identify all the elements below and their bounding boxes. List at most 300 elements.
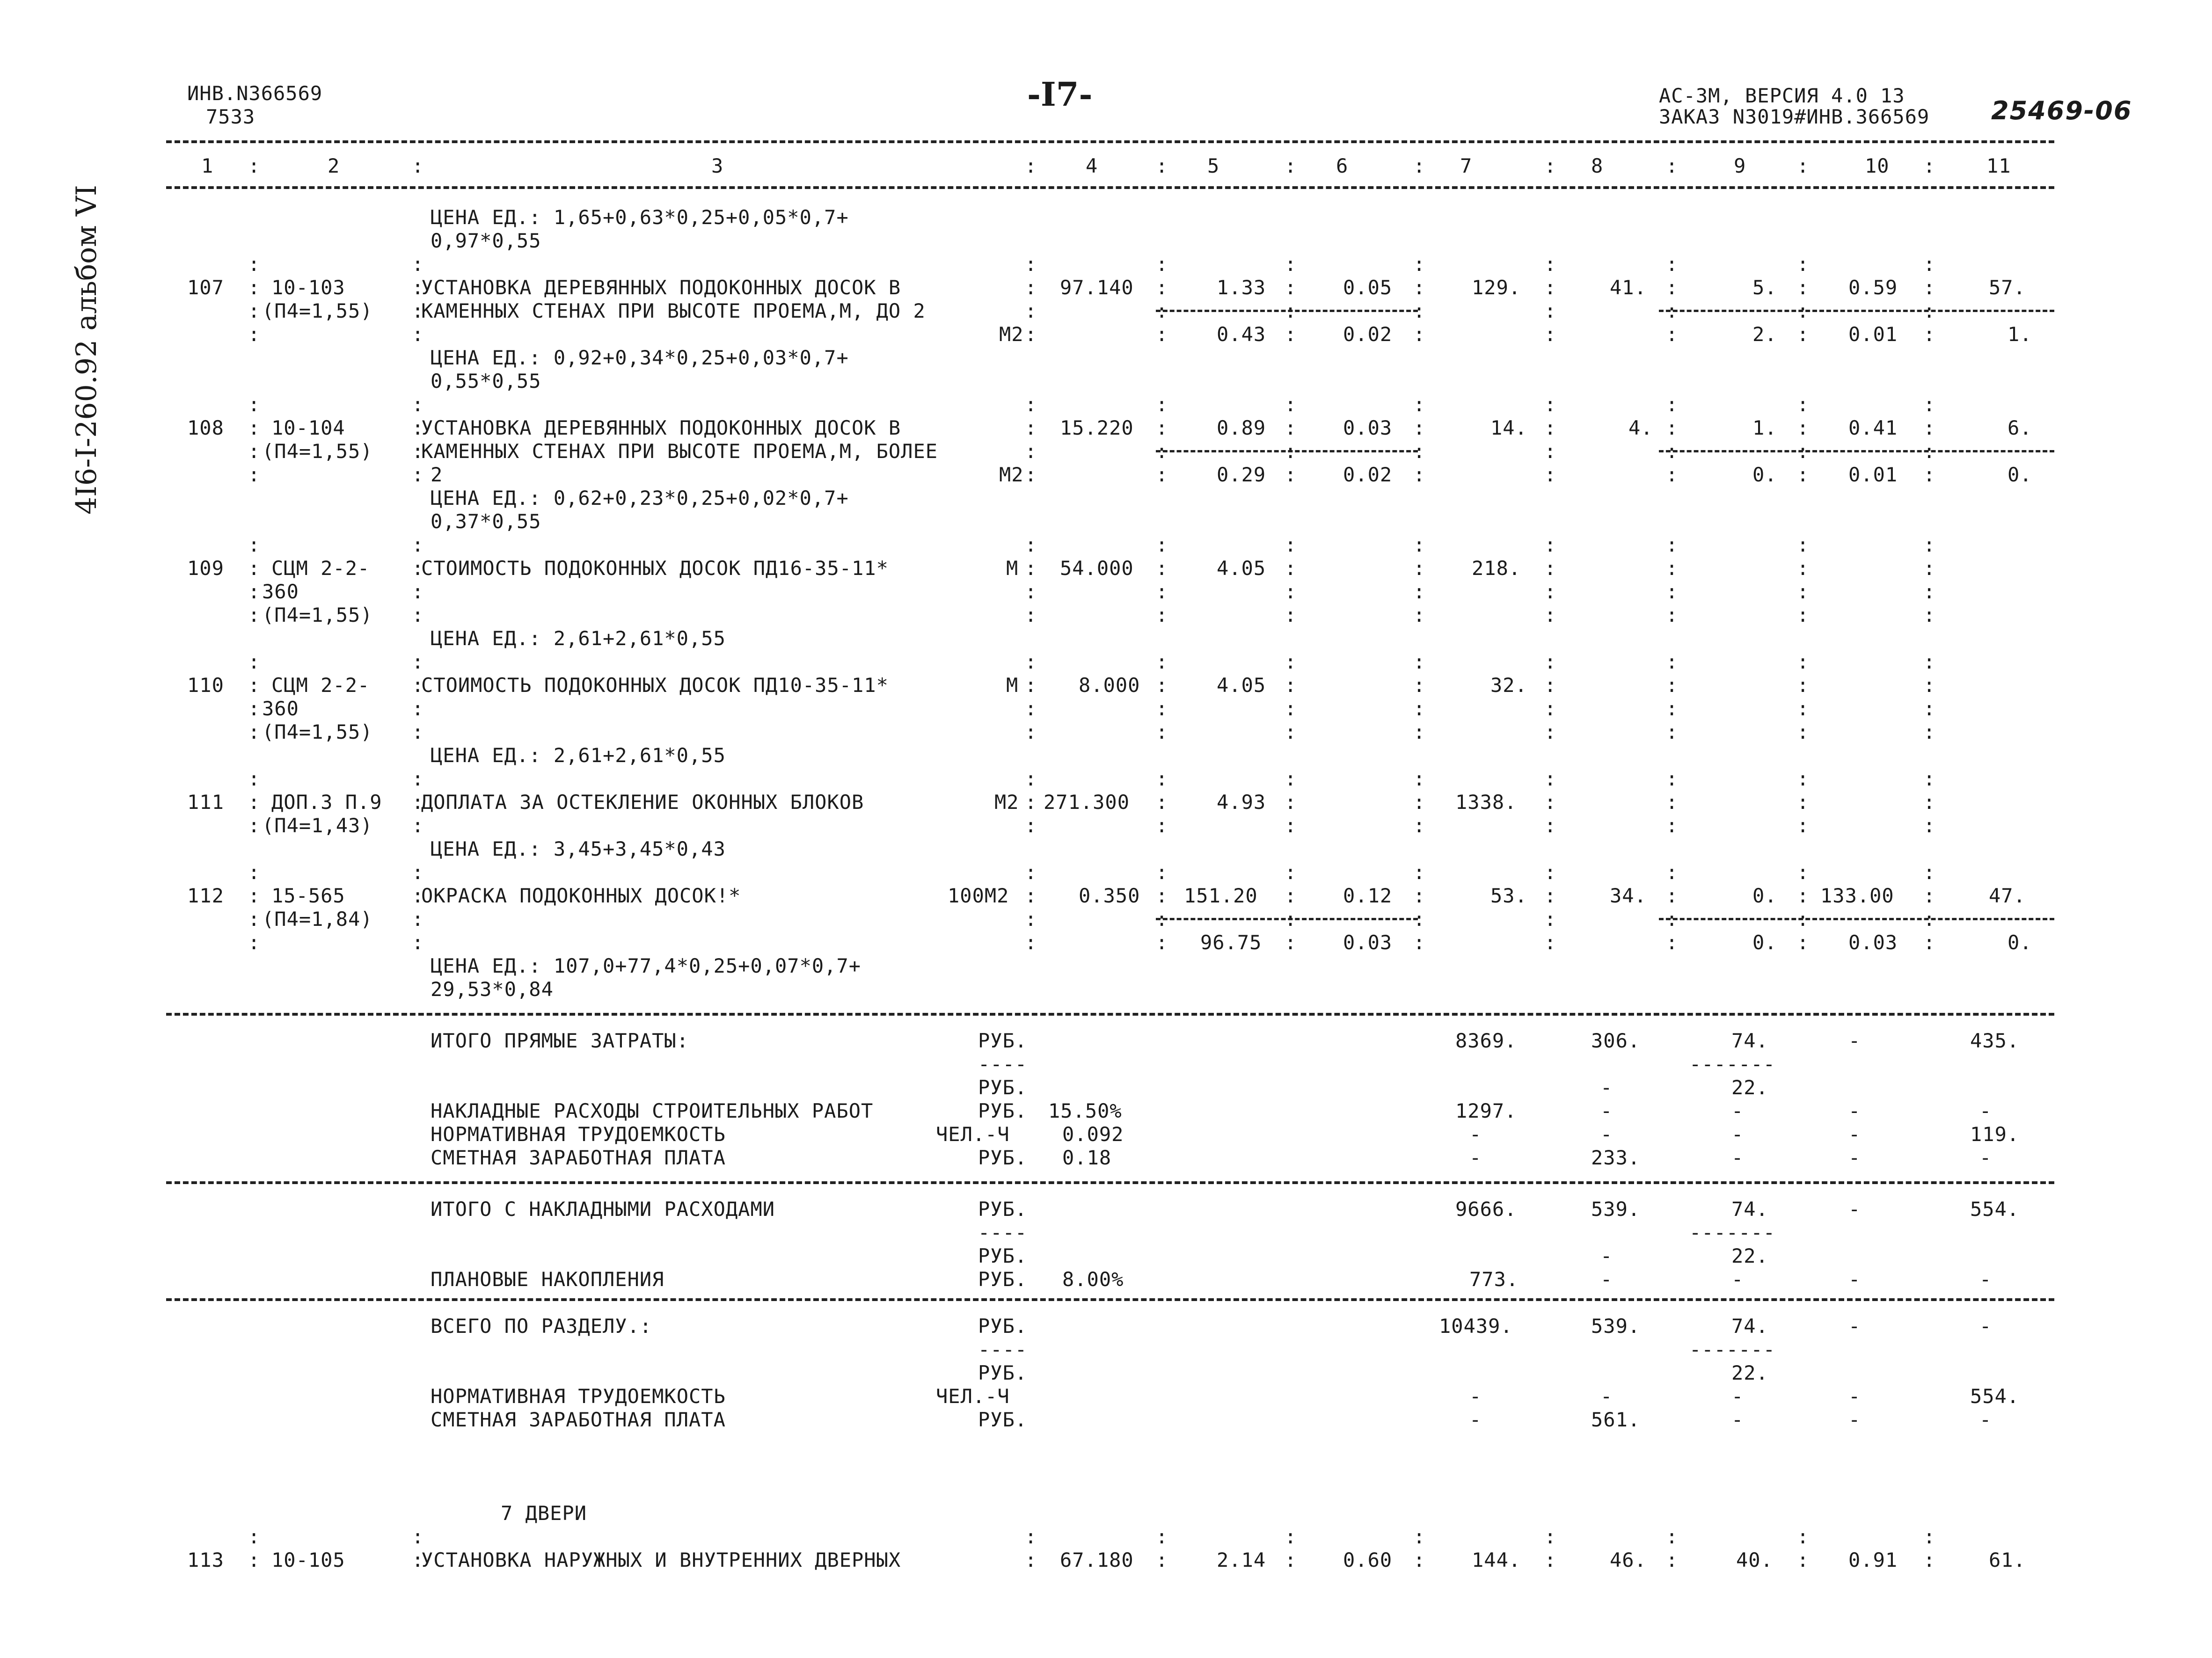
column-separator: :	[1285, 861, 1297, 884]
table-cell: -	[1848, 1268, 1861, 1291]
table-cell: 67.180	[1060, 1549, 1134, 1571]
column-header: 3	[711, 154, 724, 177]
column-separator: :	[1923, 604, 1936, 626]
table-cell: 0,55*0,55	[431, 370, 541, 393]
column-separator: :	[1285, 931, 1297, 954]
column-separator: :	[1797, 580, 1810, 603]
column-separator: :	[1797, 604, 1810, 626]
column-separator: :	[1285, 604, 1297, 626]
column-separator: :	[412, 580, 424, 603]
column-separator: :	[1156, 931, 1168, 954]
table-cell: -	[1600, 1123, 1613, 1146]
table-cell: 561.	[1591, 1408, 1641, 1431]
column-separator: :	[1666, 276, 1679, 299]
column-separator: :	[412, 814, 424, 837]
table-cell: 6.	[2008, 416, 2032, 439]
column-separator: :	[1025, 276, 1037, 299]
table-cell: 15.50%	[1048, 1099, 1122, 1122]
column-separator: :	[1544, 416, 1557, 439]
column-separator: :	[1285, 154, 1297, 177]
column-separator: :	[1797, 650, 1810, 673]
column-separator: :	[1666, 299, 1679, 322]
table-cell: 57.	[1989, 276, 2026, 299]
column-header: 7	[1460, 154, 1473, 177]
column-separator: :	[1797, 416, 1810, 439]
column-separator: :	[1544, 908, 1557, 931]
column-separator: :	[1413, 154, 1426, 177]
column-separator: :	[248, 674, 261, 697]
column-separator: :	[248, 299, 261, 322]
column-separator: :	[1285, 533, 1297, 556]
table-cell: -------	[1689, 1338, 1776, 1361]
column-separator: :	[1544, 299, 1557, 322]
table-cell: РУБ.	[978, 1361, 1028, 1384]
column-separator: :	[412, 720, 424, 743]
column-separator: :	[412, 323, 424, 346]
column-separator: :	[412, 463, 424, 486]
column-separator: :	[1025, 861, 1037, 884]
table-cell: (П4=1,84)	[262, 908, 373, 931]
column-separator: :	[1923, 697, 1936, 720]
column-separator: :	[1666, 416, 1679, 439]
table-cell: -	[1731, 1385, 1744, 1408]
column-separator: :	[1025, 533, 1037, 556]
table-cell: 46.	[1610, 1549, 1647, 1571]
column-separator: :	[1797, 393, 1810, 416]
table-cell: -	[1848, 1123, 1861, 1146]
column-separator: :	[1285, 580, 1297, 603]
column-separator: :	[1797, 1549, 1810, 1571]
column-header: 9	[1734, 154, 1746, 177]
table-cell: -	[1731, 1146, 1744, 1169]
column-separator: :	[1285, 463, 1297, 486]
column-separator: :	[1025, 323, 1037, 346]
column-separator: :	[1797, 884, 1810, 907]
table-cell: 1297.	[1455, 1099, 1517, 1122]
column-separator: :	[248, 791, 261, 814]
column-separator: :	[1544, 393, 1557, 416]
table-cell: 133.00	[1820, 884, 1894, 907]
table-cell: 0.	[1752, 884, 1777, 907]
column-separator: :	[1666, 323, 1679, 346]
column-separator: :	[248, 440, 261, 463]
table-cell: 0.29	[1217, 463, 1266, 486]
order-number: ЗАКАЗ N3019#ИНВ.366569	[1659, 105, 1930, 128]
column-separator: :	[412, 908, 424, 931]
column-separator: :	[1156, 650, 1168, 673]
column-separator: :	[1413, 323, 1426, 346]
column-separator: :	[1666, 253, 1679, 276]
table-cell: 10-103	[271, 276, 345, 299]
column-separator: :	[1025, 1525, 1037, 1548]
table-cell: 271.300	[1044, 791, 1130, 814]
table-cell: -	[1979, 1315, 1992, 1338]
column-separator: :	[1797, 791, 1810, 814]
column-separator: :	[1156, 276, 1168, 299]
column-separator: :	[1285, 650, 1297, 673]
column-separator: :	[1666, 814, 1679, 837]
column-separator: :	[248, 908, 261, 931]
column-separator: :	[1666, 533, 1679, 556]
column-separator: :	[1156, 463, 1168, 486]
table-cell: 40.	[1736, 1549, 1773, 1571]
table-cell: 4.05	[1217, 557, 1266, 580]
table-cell: 8369.	[1455, 1029, 1517, 1052]
header-rule-bottom	[166, 186, 2054, 189]
column-separator: :	[1923, 154, 1936, 177]
column-separator: :	[1413, 720, 1426, 743]
column-header: 5	[1207, 154, 1220, 177]
column-separator: :	[1666, 884, 1679, 907]
column-separator: :	[1666, 604, 1679, 626]
column-separator: :	[1413, 767, 1426, 790]
column-separator: :	[1544, 154, 1557, 177]
table-cell: 435.	[1970, 1029, 2020, 1052]
column-separator: :	[1544, 440, 1557, 463]
column-separator: :	[1923, 931, 1936, 954]
column-separator: :	[412, 767, 424, 790]
table-cell: 0.01	[1848, 463, 1898, 486]
table-cell: 100М2	[948, 884, 1009, 907]
table-cell: РУБ.	[978, 1268, 1028, 1291]
column-separator: :	[1156, 884, 1168, 907]
table-cell: -	[1848, 1029, 1861, 1052]
column-separator: :	[1544, 463, 1557, 486]
column-separator: :	[1544, 861, 1557, 884]
column-separator: :	[1923, 791, 1936, 814]
column-separator: :	[412, 1549, 424, 1571]
column-separator: :	[1923, 276, 1936, 299]
column-separator: :	[1666, 767, 1679, 790]
column-header: 10	[1865, 154, 1890, 177]
column-separator: :	[1544, 767, 1557, 790]
table-cell: -	[1600, 1385, 1613, 1408]
column-separator: :	[1666, 908, 1679, 931]
column-header: 2	[328, 154, 340, 177]
column-separator: :	[1544, 276, 1557, 299]
table-cell: 10439.	[1439, 1315, 1513, 1338]
table-cell: 218.	[1472, 557, 1521, 580]
table-cell: 107	[187, 276, 224, 299]
table-cell: 14.	[1490, 416, 1527, 439]
column-separator: :	[412, 1525, 424, 1548]
column-separator: :	[248, 463, 261, 486]
column-separator: :	[248, 580, 261, 603]
column-separator: :	[1544, 674, 1557, 697]
column-separator: :	[1156, 154, 1168, 177]
column-separator: :	[1413, 884, 1426, 907]
table-cell: 0.43	[1217, 323, 1266, 346]
table-cell: 41.	[1610, 276, 1647, 299]
table-cell: 4.05	[1217, 674, 1266, 697]
column-separator: :	[248, 650, 261, 673]
column-separator: :	[412, 557, 424, 580]
table-cell: ЧЕЛ.-Ч	[936, 1385, 1010, 1408]
section-rule	[166, 1181, 2054, 1184]
table-cell: -	[1848, 1408, 1861, 1431]
column-separator: :	[248, 931, 261, 954]
column-separator: :	[1923, 393, 1936, 416]
table-cell: 539.	[1591, 1198, 1641, 1221]
table-cell: ЦЕНА ЕД.: 1,65+0,63*0,25+0,05*0,7+	[431, 206, 849, 229]
table-cell: СТОИМОСТЬ ПОДОКОННЫХ ДОСОК ПД16-35-11*	[421, 557, 889, 580]
column-separator: :	[1413, 299, 1426, 322]
table-cell: -	[1979, 1099, 1992, 1122]
column-separator: :	[1285, 791, 1297, 814]
table-cell: 8.00%	[1062, 1268, 1124, 1291]
column-separator: :	[1923, 416, 1936, 439]
table-cell: -	[1731, 1099, 1744, 1122]
column-separator: :	[1413, 463, 1426, 486]
table-cell: 113	[187, 1549, 224, 1571]
column-separator: :	[1413, 416, 1426, 439]
table-cell: УСТАНОВКА ДЕРЕВЯННЫХ ПОДОКОННЫХ ДОСОК В	[421, 416, 901, 439]
table-cell: 22.	[1731, 1076, 1768, 1099]
table-cell: 0.092	[1062, 1123, 1124, 1146]
column-separator: :	[1025, 931, 1037, 954]
table-cell: 0.	[1752, 931, 1777, 954]
table-cell: -	[1979, 1146, 1992, 1169]
column-separator: :	[1666, 463, 1679, 486]
column-separator: :	[1544, 533, 1557, 556]
column-separator: :	[1285, 814, 1297, 837]
table-cell: 108	[187, 416, 224, 439]
table-cell: ЦЕНА ЕД.: 0,62+0,23*0,25+0,02*0,7+	[431, 487, 849, 509]
table-cell: 10-104	[271, 416, 345, 439]
table-cell: (П4=1,55)	[262, 440, 373, 463]
table-cell: 8.000	[1079, 674, 1140, 697]
column-separator: :	[412, 440, 424, 463]
column-separator: :	[1544, 1549, 1557, 1571]
column-separator: :	[1025, 884, 1037, 907]
table-cell: ----	[978, 1221, 1028, 1244]
column-separator: :	[1797, 861, 1810, 884]
table-cell: 0.12	[1343, 884, 1393, 907]
table-cell: 554.	[1970, 1385, 2020, 1408]
column-separator: :	[1285, 674, 1297, 697]
column-separator: :	[1413, 674, 1426, 697]
column-separator: :	[1413, 791, 1426, 814]
column-separator: :	[1025, 440, 1037, 463]
column-separator: :	[1413, 908, 1426, 931]
table-cell: -	[1600, 1268, 1613, 1291]
column-separator: :	[1797, 557, 1810, 580]
column-separator: :	[1797, 463, 1810, 486]
column-separator: :	[1413, 861, 1426, 884]
column-separator: :	[412, 931, 424, 954]
table-cell: 1.33	[1217, 276, 1266, 299]
column-header: 4	[1086, 154, 1098, 177]
table-cell: -	[1731, 1268, 1744, 1291]
table-cell: 0.	[1752, 463, 1777, 486]
column-separator: :	[1544, 580, 1557, 603]
table-cell: -	[1469, 1146, 1482, 1169]
column-separator: :	[1285, 697, 1297, 720]
column-separator: :	[1797, 440, 1810, 463]
column-separator: :	[1156, 253, 1168, 276]
column-separator: :	[1666, 720, 1679, 743]
column-separator: :	[1923, 580, 1936, 603]
column-separator: :	[1797, 154, 1810, 177]
table-cell: ЦЕНА ЕД.: 3,45+3,45*0,43	[431, 837, 726, 860]
page-number: -I7-	[1027, 75, 1093, 114]
column-separator: :	[248, 814, 261, 837]
table-cell: 15.220	[1060, 416, 1134, 439]
table-cell: 111	[187, 791, 224, 814]
table-cell: 5.	[1752, 276, 1777, 299]
table-cell: СЦМ 2-2-	[271, 557, 370, 580]
column-separator: :	[1025, 650, 1037, 673]
table-cell: 22.	[1731, 1244, 1768, 1267]
section-rule	[166, 1013, 2054, 1016]
column-separator: :	[1156, 791, 1168, 814]
table-cell: ВСЕГО ПО РАЗДЕЛУ.:	[431, 1315, 652, 1338]
column-separator: :	[1156, 861, 1168, 884]
column-separator: :	[248, 1549, 261, 1571]
column-separator: :	[1156, 767, 1168, 790]
column-separator: :	[1544, 323, 1557, 346]
table-cell: 4.	[1628, 416, 1653, 439]
column-separator: :	[248, 393, 261, 416]
column-separator: :	[412, 393, 424, 416]
column-separator: :	[1923, 557, 1936, 580]
table-cell: 109	[187, 557, 224, 580]
column-separator: :	[1923, 650, 1936, 673]
table-cell: 97.140	[1060, 276, 1134, 299]
table-cell: 15-565	[271, 884, 345, 907]
column-separator: :	[1413, 276, 1426, 299]
column-separator: :	[248, 697, 261, 720]
table-cell: 233.	[1591, 1146, 1641, 1169]
column-separator: :	[1156, 323, 1168, 346]
column-separator: :	[1797, 697, 1810, 720]
table-cell: 151.20	[1184, 884, 1258, 907]
table-cell: ДОПЛАТА ЗА ОСТЕКЛЕНИЕ ОКОННЫХ БЛОКОВ	[421, 791, 864, 814]
table-cell: ИТОГО С НАКЛАДНЫМИ РАСХОДАМИ	[431, 1198, 775, 1221]
table-cell: 1.	[2008, 323, 2032, 346]
column-header: 1	[201, 154, 214, 177]
table-cell: 773.	[1469, 1268, 1519, 1291]
column-separator: :	[1025, 791, 1037, 814]
table-cell: ОКРАСКА ПОДОКОННЫХ ДОСОК!*	[421, 884, 741, 907]
column-separator: :	[248, 1525, 261, 1548]
column-separator: :	[248, 416, 261, 439]
column-separator: :	[1025, 557, 1037, 580]
table-cell: -	[1469, 1408, 1482, 1431]
column-separator: :	[1413, 650, 1426, 673]
table-cell: 129.	[1472, 276, 1521, 299]
column-separator: :	[1544, 720, 1557, 743]
table-cell: 2.	[1752, 323, 1777, 346]
column-separator: :	[412, 253, 424, 276]
column-separator: :	[1025, 253, 1037, 276]
column-separator: :	[1923, 299, 1936, 322]
table-cell: 539.	[1591, 1315, 1641, 1338]
column-separator: :	[1413, 580, 1426, 603]
column-separator: :	[1285, 253, 1297, 276]
inventory-number: ИНВ.N366569	[187, 82, 323, 105]
table-cell: РУБ.	[978, 1076, 1028, 1099]
table-cell: 0.89	[1217, 416, 1266, 439]
document-number: 7533	[206, 105, 256, 128]
column-separator: :	[1156, 393, 1168, 416]
column-separator: :	[1413, 1549, 1426, 1571]
column-separator: :	[1797, 767, 1810, 790]
column-separator: :	[1025, 604, 1037, 626]
column-header: 11	[1986, 154, 2011, 177]
table-cell: 1338.	[1455, 791, 1517, 814]
table-cell: НОРМАТИВНАЯ ТРУДОЕМКОСТЬ	[431, 1385, 726, 1408]
column-separator: :	[1666, 393, 1679, 416]
column-separator: :	[1923, 861, 1936, 884]
column-separator: :	[1666, 154, 1679, 177]
table-cell: -	[1979, 1408, 1992, 1431]
column-separator: :	[1797, 533, 1810, 556]
table-cell: КАМЕННЫХ СТЕНАХ ПРИ ВЫСОТЕ ПРОЕМА,М, ДО 2	[421, 299, 926, 322]
column-separator: :	[248, 253, 261, 276]
column-separator: :	[1923, 720, 1936, 743]
table-cell: 61.	[1989, 1549, 2026, 1571]
column-separator: :	[1156, 814, 1168, 837]
table-cell: -	[1600, 1244, 1613, 1267]
table-cell: -------	[1689, 1053, 1776, 1076]
column-separator: :	[1797, 720, 1810, 743]
table-cell: -	[1848, 1146, 1861, 1169]
table-cell: НОРМАТИВНАЯ ТРУДОЕМКОСТЬ	[431, 1123, 726, 1146]
column-separator: :	[1923, 674, 1936, 697]
table-cell: 2.14	[1217, 1549, 1266, 1571]
column-separator: :	[1285, 884, 1297, 907]
column-separator: :	[1285, 393, 1297, 416]
table-cell: -	[1731, 1123, 1744, 1146]
column-separator: :	[1156, 604, 1168, 626]
column-separator: :	[1025, 697, 1037, 720]
column-separator: :	[1285, 299, 1297, 322]
table-cell: 0.02	[1343, 463, 1393, 486]
column-separator: :	[412, 416, 424, 439]
table-cell: 0.03	[1343, 416, 1393, 439]
column-separator: :	[1285, 908, 1297, 931]
column-header: 8	[1591, 154, 1604, 177]
table-cell: 0.02	[1343, 323, 1393, 346]
table-cell: (П4=1,55)	[262, 720, 373, 743]
column-separator: :	[1666, 861, 1679, 884]
table-cell: КАМЕННЫХ СТЕНАХ ПРИ ВЫСОТЕ ПРОЕМА,М, БОЛЕЕ	[421, 440, 938, 463]
column-separator: :	[1025, 580, 1037, 603]
column-separator: :	[1413, 814, 1426, 837]
column-header: 6	[1336, 154, 1349, 177]
table-cell: ЦЕНА ЕД.: 107,0+77,4*0,25+0,07*0,7+	[431, 954, 861, 977]
table-cell: 9666.	[1455, 1198, 1517, 1221]
column-separator: :	[1025, 674, 1037, 697]
column-separator: :	[1923, 814, 1936, 837]
table-cell: СТОИМОСТЬ ПОДОКОННЫХ ДОСОК ПД10-35-11*	[421, 674, 889, 697]
column-separator: :	[1544, 814, 1557, 837]
column-separator: :	[412, 884, 424, 907]
table-cell: 4.93	[1217, 791, 1266, 814]
column-separator: :	[1666, 791, 1679, 814]
table-cell: 144.	[1472, 1549, 1521, 1571]
column-separator: :	[1025, 393, 1037, 416]
column-separator: :	[1413, 440, 1426, 463]
table-cell: 29,53*0,84	[431, 978, 554, 1001]
column-separator: :	[1666, 580, 1679, 603]
column-separator: :	[1797, 323, 1810, 346]
column-separator: :	[412, 791, 424, 814]
table-cell: ДОП.3 П.9	[271, 791, 382, 814]
column-separator: :	[412, 674, 424, 697]
column-separator: :	[1797, 814, 1810, 837]
